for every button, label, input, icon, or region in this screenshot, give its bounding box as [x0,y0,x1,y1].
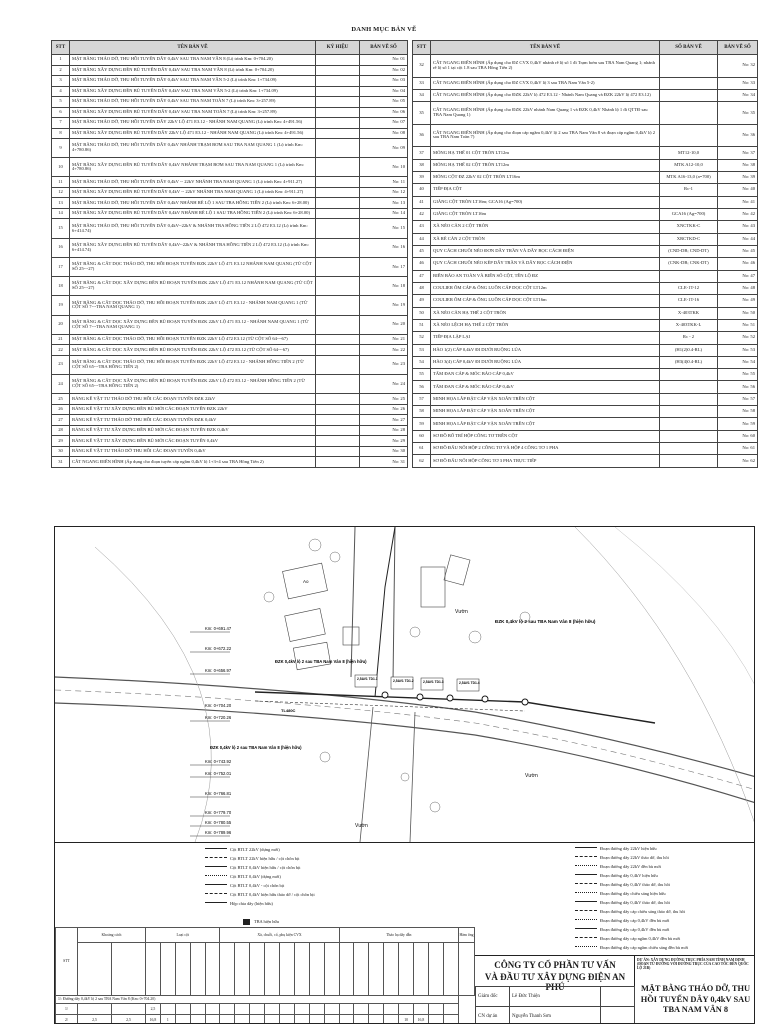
table-row: 4 MẶT BẰNG XÂY DỰNG ĐỀN BÙ TUYẾN DÂY 0,4kV SAU TBA NAM VÂN 5-2 (Lộ trình Km: 1+734.09) No: 04 [52,86,408,97]
col-stt: STT [52,41,70,55]
legend-item: Cột BTLT 0,4kV - cột chôn bịt [205,883,284,888]
table-row: 45 QUY CÁCH CHUỖI NÉO ĐƠN DÂY TRẦN VÀ DÂY BỌC CÁCH ĐIỆN (CND-DB; CND-DT) No: 45 [413,245,758,257]
branch-road-edge [393,527,395,682]
km-label: Km: 0+752.01 [205,771,232,776]
qty-col-pole-type: Loại cột [146,928,220,943]
table-row: 9 MẶT BẰNG THÁO DỠ, THU HỒI TUYẾN DÂY 0,4kV NHÁNH TRẠM BƠM SAU TBA NAM QUANG 1 (Lộ trình Km: 4+780.86) No: 09 [52,139,408,158]
km-label: Km: 0+780.55 [205,820,232,825]
col-sheet-no: BẢN VẼ SỐ [360,41,408,55]
table-row: 10 MẶT BẰNG XÂY DỰNG ĐỀN BÙ TUYẾN DÂY 0,4kV NHÁNH TRẠM BƠM SAU TBA NAM QUANG 1 (Lộ trình Km: 4+780.86) No: 10 [52,158,408,177]
table-row: 31 CẮT NGANG ĐIỂN HÌNH (Áp dụng cho đoạn tuyến cáp ngầm 0,4kV lộ 1+3+4 sau TBA Hồng Tiến 2) No: 31 [52,457,408,468]
table-row: 47 BIỂN BÁO AN TOÀN VÀ BIỂN SỐ CỘT, TÊN LỘ ĐZ No: 47 [413,270,758,282]
table-row: 34 CẮT NGANG ĐIỂN HÌNH (Áp dụng cho ĐZK 22kV lộ 472 E3.12 - Nhánh Nam Quang và ĐZK 22kV lộ 472 E3.12) No: 34 [413,89,758,101]
legend-item: Đoạn đường dây cáp 0,4kV đền bù mới [575,918,669,923]
table-row: 51 XÀ NÉO LỆCH HẠ THẾ 2 CỘT TRÒN X-403TKK-L No: 51 [413,319,758,331]
table-row: 26 BẢNG KÊ VẬT TƯ XÂY DỰNG ĐỀN BÙ MỚI CÁC ĐOẠN TUYẾN ĐZK 22kV No: 26 [52,404,408,415]
km-label: Km: 0+779.70 [205,810,232,815]
table-row: 16 MẶT BẰNG XÂY DỰNG ĐỀN BÙ TUYẾN DÂY 0,4kV--22kV & NHÁNH TBA HỒNG TIẾN 2 LỘ 472 E3.12 (Lộ trình Km: 6+414.74) No: 16 [52,238,408,257]
col-name: TÊN BẢN VẼ [70,41,316,55]
table-row: 46 QUY CÁCH CHUỖI NÉO KÉP DÂY TRẦN VÀ DÂY BỌC CÁCH ĐIỆN (CNK-DB; CNK-DT) No: 46 [413,258,758,270]
legend-left [55,843,475,1024]
km-label: Km: 0+720.26 [205,715,232,720]
table-row: 32 CẮT NGANG ĐIỂN HÌNH (Áp dụng cho ĐZ CVX 0,4kV nhánh rẽ lộ số 1 đi Trạm bơm sau TBA Nam Quang 1; nhánh rẽ lộ số 1 tại cột 1.8 sau TBA Hồng Tiến 2) No: 32 [413,55,758,78]
table-row: 28 BẢNG KÊ VẬT TƯ XÂY DỰNG ĐỀN BÙ MỚI CÁC ĐOẠN TUYẾN ĐZK 0,4kV No: 28 [52,425,408,436]
person-name: Nguyễn Thanh Sơn [510,1007,601,1024]
table-row: 53 HÀO 1(2) CÁP 0,4kV ĐI DƯỚI RUỘNG LÚA (H1(2)0.4-RL) No: 53 [413,344,758,356]
table-row: 38 MÓNG HẠ THẾ 02 CỘT TRÒN LT12m MTK A12-10,0 No: 38 [413,159,758,171]
company-name-line1: CÔNG TY CỔ PHẦN TƯ VẤN [494,960,616,970]
branch-road-edge [410,712,415,842]
power-line-dismantled [255,701,525,711]
legend-item: Hộp chia dây (hiện hữu) [205,901,273,906]
legend-item: Cột BTLT 0,4kV hiện hữu / cột chôn bịt [205,865,300,870]
power-line-branch [375,527,395,697]
area-label: Vườn [525,773,538,779]
table-row: 59 MINH HỌA LẮP ĐẶT CÁP VẶN XOẮN TRÊN CỘT No: 59 [413,418,758,430]
qty-col-box: Hàm ống [459,928,475,943]
buildings [283,555,470,670]
pole-tag-label: 2,5AV1 TD1.2 [393,679,414,683]
qty-note: 1/: Đường dây 0,4kV lộ 2 sau TBA Nam Vân 8 (Km: 0+704.20) [56,995,459,1004]
road-centerline [55,690,755,790]
signature-cell [601,1007,635,1024]
qty-col-stt: STT [56,928,78,996]
table-row: 7 MẶT BẰNG THÁO DỠ, THU HỒI TUYẾN DÂY 22kV LỘ 471 E3.12 - NHÁNH NAM QUANG (Lộ trình Km: 4+491.56) No: 07 [52,118,408,129]
legend-item: Đoạn đường dây 0,4kV tháo dỡ, thu hồi [575,900,670,905]
km-label: Km: 0+766.81 [205,791,232,796]
table-row: 1/ 2,5 [56,1004,475,1015]
table-row: 8 MẶT BẰNG XÂY DỰNG ĐỀN BÙ TUYẾN DÂY 22kV LỘ 471 E3.12 - NHÁNH NAM QUANG (Lộ trình Km: 4+491.56) No: 08 [52,128,408,139]
legend-item: Đoạn đường dây cáp ngầm 0,4kV đền bù mới [575,936,680,941]
drawing-title: MẶT BẰNG THÁO DỠ, THU HỒI TUYẾN DÂY 0,4kV SAU TBA NAM VÂN 8 [640,984,751,1014]
signature-table [475,986,635,1024]
col-name: TÊN BẢN VẼ [431,41,660,55]
branch-road-edge [351,527,355,677]
grid-arc [615,527,755,687]
table-row: 5 MẶT BẰNG THÁO DỠ, THU HỒI TUYẾN DÂY 0,4kV SAU TBA NAM TOÀN 7 (Lộ trình Km: 3+257.89) No: 05 [52,97,408,108]
table-row: 24 MẶT BẰNG & CẮT DỌC XÂY DỰNG ĐỀN BÙ ĐOẠN TUYẾN ĐZK 22kV LỘ 472 E3.12 - NHÁNH HỒNG TIẾN 2 (TỪ CỘT SỐ 65---TBA HỒNG TIẾN 2) No: 24 [52,374,408,393]
table-row: 58 MINH HỌA LẮP ĐẶT CÁP VẶN XOẮN TRÊN CỘT No: 58 [413,406,758,418]
site-plan-map [55,527,755,842]
quantity-table [55,927,475,1024]
drawing-sheet [54,526,755,1024]
table-row: 61 SƠ ĐỒ ĐẤU NỐI HỘP 2 CÔNG TƠ VÀ HỘP 4 CÔNG TƠ 1 PHA No: 61 [413,443,758,455]
legend-item: Đoạn đường dây 22kV đền bù mới [575,864,661,869]
table-row: 57 MINH HỌA LẮP ĐẶT CÁP VẶN XOẮN TRÊN CỘT No: 57 [413,393,758,405]
table-row: 23 MẶT BẰNG & CẮT DỌC THÁO DỠ, THU HỒI ĐOẠN TUYẾN ĐZK 22kV LỘ 472 E3.12 - NHÁNH HỒNG TIẾN 2 (TỪ CỘT SỐ 65---TBA HỒNG TIẾN 2) No: 23 [52,355,408,374]
drawing-list-left-table [51,40,408,468]
table-row: 11 MẶT BẰNG THÁO DỠ, THU HỒI TUYẾN DÂY 0,4kV -- 22kV NHÁNH TBA NAM QUANG 1 (Lộ trình Km: 4+911.27) No: 11 [52,177,408,188]
km-label: Km: 0+672.22 [205,646,232,651]
table-row: 14 MẶT BẰNG XÂY DỰNG ĐỀN BÙ TUYẾN DÂY 0,4kV NHÁNH RẼ LỘ 1 SAU TBA HỒNG TIẾN 2 (Lộ trình Km: 6+28.00) No: 14 [52,208,408,219]
table-row: 2 MẶT BẰNG XÂY DỰNG ĐỀN BÙ TUYẾN DÂY 0,4kV SAU TBA NAM VÂN 8 (Lộ trình Km: 0+704.20) No: 02 [52,65,408,76]
col-symbol: KÝ HIỆU [316,41,360,55]
line-label: ĐZK 0,4kV lộ 2 sau TBA Nam Vân 8 (hiện hữu) [210,745,302,750]
legend-item: Đoạn đường dây cáp 0,4kV đền bù mới [575,927,669,932]
col-sheet-no: SỐ BẢN VẼ [660,41,718,55]
table-row: 43 XÀ NÉO CĂN 2 CỘT TRÒN XNCTKK-C No: 43 [413,221,758,233]
table-row: 13 MẶT BẰNG THÁO DỠ, THU HỒI TUYẾN DÂY 0,4kV NHÁNH RẼ LỘ 1 SAU TBA HỒNG TIẾN 2 (Lộ trình Km: 6+28.00) No: 13 [52,198,408,209]
area-label: Vườn [455,609,468,615]
grid-arc [95,547,211,842]
pole-tag-label: 2,5AV1 TD1.3 [423,680,444,684]
drawing-list-title: DANH MỤC BẢN VẼ [351,26,417,33]
table-row: 62 SƠ ĐỒ ĐẤU NỐI HỘP CÔNG TƠ 3 PHA TRỰC TIẾP No: 62 [413,455,758,468]
legend-item: Cột BTLT 0,4kV (dựng mới) [205,874,281,879]
legend-item: Đoạn đường dây 22kV hiện hữu [575,846,657,851]
legend-item: Đoạn đường dây cáp chiếu sáng tháo dỡ, thu hồi [575,909,685,914]
project-description: DỰ ÁN: XÂY DỰNG ĐƯỜNG TRỤC PHÍA NAM TỈNH NAM ĐỊNH (ĐOẠN TỪ ĐƯỜNG VỚI ĐƯỜNG TRỤC CỦA CAO TỐC ĐẾN QUỐC LỘ 21B) [637,958,749,971]
table-row: 6 MẶT BẰNG XÂY DỰNG ĐỀN BÙ TUYẾN DÂY 0,4kV SAU TBA NAM TOÀN 7 (Lộ trình Km: 3+257.89) No: 06 [52,107,408,118]
table-row: 29 BẢNG KÊ VẬT TƯ XÂY DỰNG ĐỀN BÙ MỚI CÁC ĐOẠN TUYẾN 0,4kV No: 29 [52,436,408,447]
table-row: 27 BẢNG KÊ VẬT TƯ THÁO DỠ THU HỒI CÁC ĐOẠN TUYẾN ĐZK 0,4kV No: 27 [52,415,408,426]
legend-item: Đoạn đường dây 0,4kV tháo dỡ, thu hồi [575,882,670,887]
pole-tag-label: 2,5AV1 TD1.1 [357,677,378,681]
table-row: 25 BẢNG KÊ VẬT TƯ THÁO DỠ THU HỒI CÁC ĐOẠN TUYẾN ĐZK 22kV No: 25 [52,394,408,405]
table-row: 39 MÓNG CỘT ĐZ 22kV 02 CỘT TRÒN LT16m MTK A16-13,0 (a=700) No: 39 [413,171,758,183]
area-label: Vườn [355,823,368,829]
table-row: 56 TẤM ĐAN CÁP & MÓC BÁO CÁP 0,4kV No: 56 [413,381,758,393]
road-edge-bottom [55,703,755,803]
role-label: CN dự án [476,1007,510,1024]
signature-cell [601,987,635,1007]
table-row: 20 MẶT BẰNG & CẮT DỌC XÂY DỰNG ĐỀN BÙ ĐOẠN TUYẾN ĐZK 22kV LỘ 471 E3.12 - NHÁNH NAM QUANG 1 (TỪ CỘT SỐ 7---TBA NAM QUANG 1) No: 20 [52,315,408,334]
project-block [635,955,755,1024]
legend-item: TBA hiện hữu [243,919,279,925]
km-label: Km: 0+704.20 [205,703,232,708]
line-label: ĐZK 0,4kV lộ 2 sau TBA Nam Vân 8 (hiện hữu) [495,619,596,624]
legend-item: Cột BTLT 22kV hiện hữu / cột chôn bịt [205,856,299,861]
legend-item: Cột BTLT 0,4kV hiện hữu tháo dỡ / cột chôn bịt [205,892,315,897]
km-label: Km: 0+691.47 [205,626,232,631]
table-row: 55 TẤM ĐAN CÁP & MÓC BÁO CÁP 0,4kV No: 55 [413,369,758,381]
area-label: Ao [303,579,309,584]
col-stt: STT [413,41,431,55]
table-row: 22 MẶT BẰNG & CẮT DỌC XÂY DỰNG ĐỀN BÙ ĐOẠN TUYẾN ĐZK 22kV LỘ 472 E3.12 (TỪ CỘT SỐ 64---67) No: 22 [52,345,408,356]
table-row: 41 GIẰNG CỘT TRÒN LT16m; GCA16 (Ag=700) No: 41 [413,196,758,208]
qty-col-distance: Khoảng cách [78,928,146,943]
km-markers [190,626,232,836]
role-label: Giám đốc [476,987,510,1007]
company-block [475,955,635,1024]
table-row: 1 MẶT BẰNG THÁO DỠ, THU HỒI TUYẾN DÂY 0,4kV SAU TBA NAM VÂN 8 (Lộ trình Km: 0+704.20) No: 01 [52,55,408,66]
table-row: 37 MÓNG HẠ THẾ 01 CỘT TRÒN LT12m MT12-10,0 No: 37 [413,147,758,159]
table-row: 17 MẶT BẰNG & CẮT DỌC THÁO DỠ, THU HỒI ĐOẠN TUYẾN ĐZK 22kV LỘ 471 E3.12 NHÁNH NAM QUANG (TỪ CỘT SỐ 25---27) No: 17 [52,257,408,276]
table-row: 30 BẢNG KÊ VẬT TƯ THÁO DỠ THU HỒI CÁC ĐOẠN TUYẾN 0,4kV No: 30 [52,446,408,457]
table-row: 15 MẶT BẰNG THÁO DỠ, THU HỒI TUYẾN DÂY 0,4kV--22kV & NHÁNH TBA HỒNG TIẾN 2 LỘ 472 E3.12 (Lộ trình Km: 6+414.74) No: 15 [52,219,408,238]
legend-right [475,843,755,1024]
table-row: 42 GIẰNG CỘT TRÒN LT16m GCA16 (Ag=700) No: 42 [413,208,758,220]
table-row: 3 MẶT BẰNG THÁO DỠ, THU HỒI TUYẾN DÂY 0,4kV SAU TBA NAM VÂN 5-2 (Lộ trình Km: 1+734.09) No: 03 [52,76,408,87]
table-row: 18 MẶT BẰNG & CẮT DỌC XÂY DỰNG ĐỀN BÙ ĐOẠN TUYẾN ĐZK 22kV LỘ 471 E3.12 NHÁNH NAM QUANG (TỪ CỘT SỐ 25---27) No: 18 [52,277,408,296]
legend-item: Cột BTLT 22kV (dựng mới) [205,847,280,852]
table-row: 49 COULIER ÔM CÁP & ỐNG LUỒN CÁP DỌC CỘT LT16m CLE-1T-16 No: 49 [413,295,758,307]
drawing-list [51,40,756,468]
qty-col-fittings: Xà, chuỗi, cổ, phụ kiện CVX [220,928,339,943]
person-name: Lê Đức Thiện [510,987,601,1007]
table-row: 35 CẮT NGANG ĐIỂN HÌNH (Áp dụng cho ĐZK 22kV nhánh Nam Quang 1 và ĐZK 0,4kV Nhánh lộ 1 đi QTTĐ sau TBA Nam Quang 1) No: 35 [413,102,758,125]
table-row: 54 HÀO 3(4) CÁP 0,4kV ĐI DƯỚI RUỘNG LÚA (H3(4)0.4-RL) No: 54 [413,356,758,368]
legend-item: Đoạn đường dây 0,4kV hiện hữu [575,873,658,878]
table-row: 60 SƠ ĐỒ BỐ TRÍ HỘP CÔNG TƠ TRÊN CỘT No: 60 [413,430,758,442]
table-row: 33 CẮT NGANG ĐIỂN HÌNH (Áp dụng cho ĐZ CVX 0,4kV lộ 3 sau TBA Nam Vân 5-2) No: 33 [413,77,758,89]
table-row: 44 XÀ RẼ CĂN 2 CỘT TRÒN XRCTKD-C No: 44 [413,233,758,245]
km-label: Km: 0+789.96 [205,830,232,835]
table-row: 52 TIẾP ĐỊA LẶP LẠI Rc - 2 No: 52 [413,332,758,344]
table-row: 48 COULIER ÔM CÁP & ỐNG LUỒN CÁP DỌC CỘT LT12m CLE-1T-12 No: 48 [413,282,758,294]
table-row: 2/ 2,5 2,5 16,8 1 10 16,8 [56,1015,475,1024]
table-row: 36 CẮT NGANG ĐIỂN HÌNH (Áp dụng cho đoạn cáp ngầm 0,4kV lộ 2 sau TBA Nam Vân 8 và đoạn cáp ngầm 0,4kV lộ 2 sau TBA Nam Toàn 7) No: 36 [413,124,758,147]
table-row: 50 XÀ NÉO CĂN HẠ THẾ 2 CỘT TRÒN X-403TKK No: 50 [413,307,758,319]
company-name-line2: VÀ ĐẦU TƯ XÂY DỰNG ĐIỆN AN PHÚ [484,972,626,992]
drawing-list-right-table [412,40,758,468]
line-label: ĐZK 0,4kV lộ 2 sau TBA Nam Vân 8 (hiện hữu) [275,659,367,664]
qty-col-conductor: Tháo hạ dây dẫn [339,928,458,943]
legend-and-titleblock [55,842,755,1024]
km-label: Km: 0+743.92 [205,759,232,764]
tba-icon [243,919,250,925]
km-label: Km: 0+656.97 [205,668,232,673]
table-row: 19 MẶT BẰNG & CẮT DỌC THÁO DỠ, THU HỒI ĐOẠN TUYẾN ĐZK 22kV LỘ 471 E3.12 - NHÁNH NAM QUANG 1 (TỪ CỘT SỐ 7---TBA NAM QUANG 1) No: 19 [52,296,408,315]
pole-tags [355,675,480,691]
pole-tag-label: 2,5AV1 TD1.4 [459,681,480,685]
col-drawing-no: BẢN VẼ SỐ [718,41,758,55]
road-label: TL480C [281,708,296,713]
table-row: 40 TIẾP ĐỊA CỘT Rc-1 No: 40 [413,184,758,196]
table-row: 21 MẶT BẰNG & CẮT DỌC THÁO DỠ, THU HỒI ĐOẠN TUYẾN ĐZK 22kV LỘ 472 E3.12 (TỪ CỘT SỐ 64---67) No: 21 [52,334,408,345]
table-row: 12 MẶT BẰNG XÂY DỰNG ĐỀN BÙ TUYẾN DÂY 0,4kV -- 22kV NHÁNH TBA NAM QUANG 1 (Lộ trình Km: 4+911.27) No: 12 [52,187,408,198]
branch-road-edge [360,707,373,842]
legend-item: Đoạn đường dây cáp ngầm chiếu sáng đền bù mới [575,945,688,950]
legend-item: Đoạn đường dây chiếu sáng hiện hữu [575,891,666,896]
legend-item: Đoạn đường dây 22kV tháo dỡ, thu hồi [575,855,669,860]
